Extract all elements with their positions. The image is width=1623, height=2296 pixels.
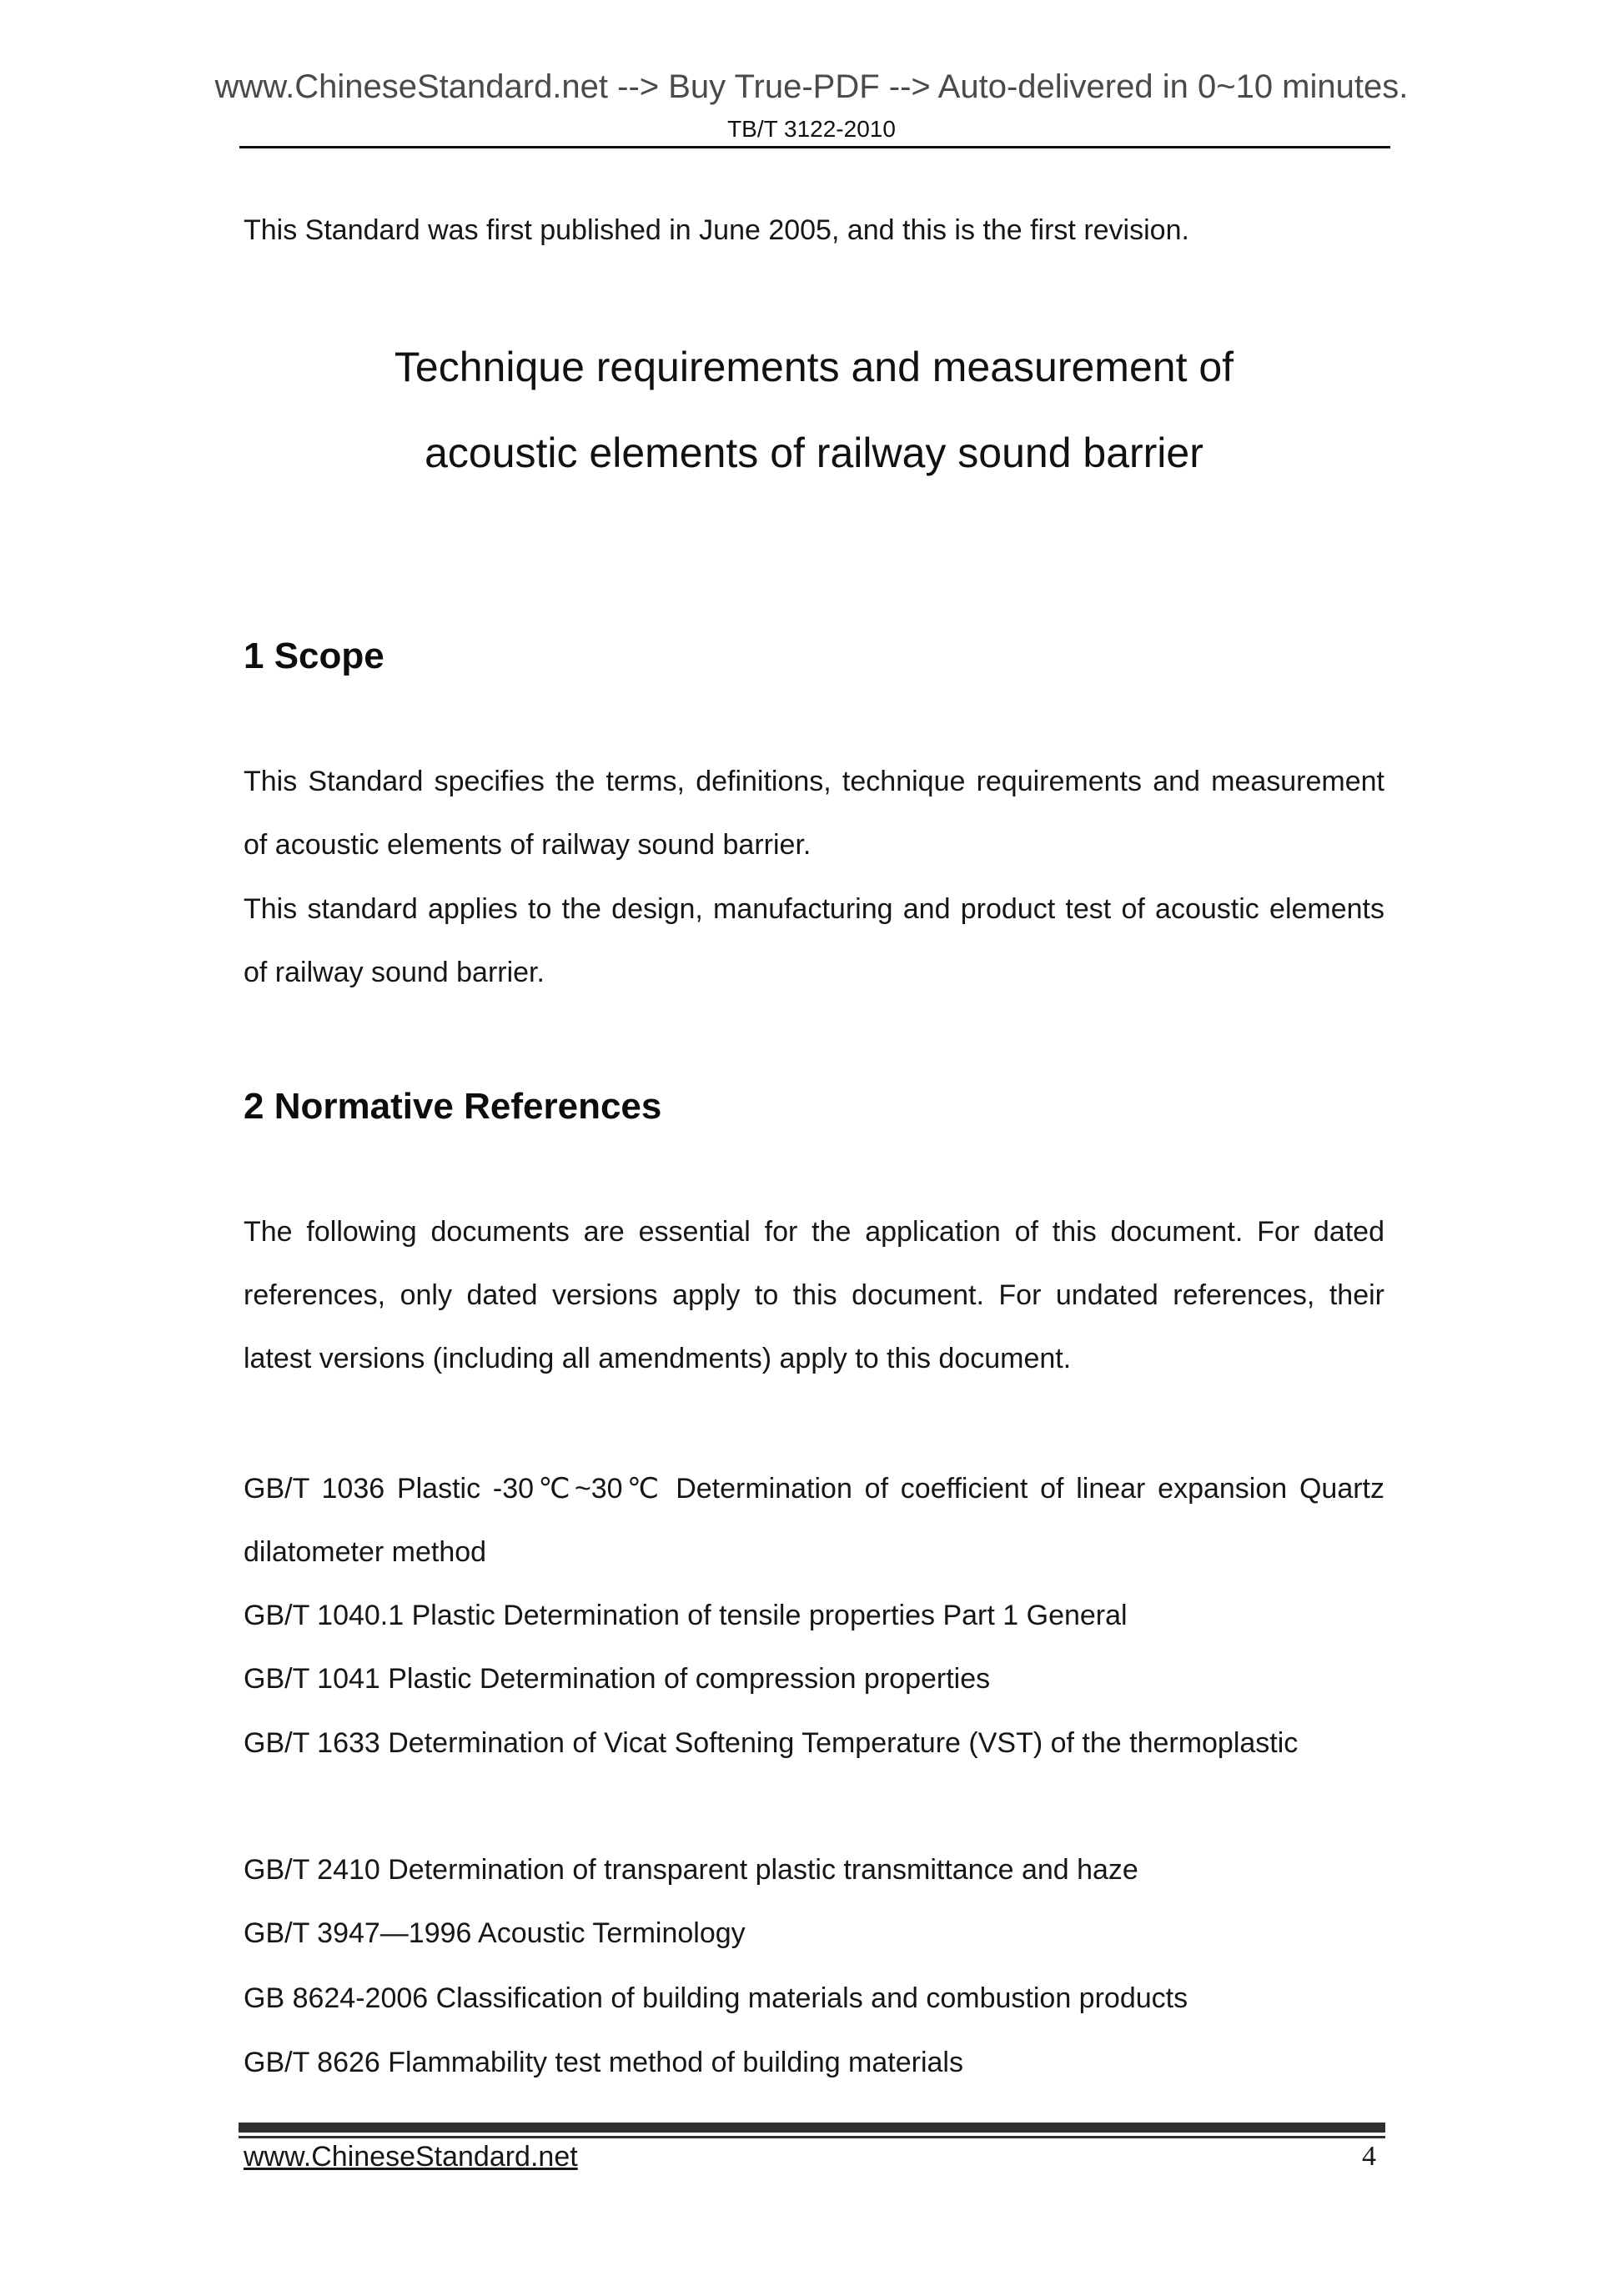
document-code: TB/T 3122-2010 [727, 116, 896, 142]
footer-site-link[interactable]: www.ChineseStandard.net [244, 2141, 578, 2173]
page-number: 4 [1362, 2141, 1376, 2172]
reference-item: GB/T 8626 Flammability test method of building materials [244, 2047, 963, 2078]
header-promo-text: www.ChineseStandard.net --> Buy True-PDF --> Auto-delivered in 0~10 minutes. [214, 68, 1409, 105]
reference-item: GB/T 1633 Determination of Vicat Softening Temperature (VST) of the thermoplastic [244, 1727, 1299, 1759]
section-heading-scope: 1 Scope [244, 636, 384, 676]
document-title-line1: Technique requirements and measurement of [394, 344, 1234, 390]
header-rule-divider [239, 146, 1390, 148]
footer-thin-rule-divider [239, 2136, 1385, 2138]
reference-item: GB 8624-2006 Classification of building materials and combustion products [244, 1982, 1188, 2014]
reference-item: GB/T 1040.1 Plastic Determination of tensile properties Part 1 General [244, 1600, 1128, 1631]
reference-item: GB/T 1041 Plastic Determination of compression properties [244, 1663, 991, 1695]
document-title [244, 324, 1384, 496]
reference-item: GB/T 3947—1996 Acoustic Terminology [244, 1917, 746, 1949]
footer-bar-divider [239, 2123, 1385, 2133]
reference-item: GB/T 2410 Determination of transparent plastic transmittance and haze [244, 1854, 1138, 1886]
reference-item: GB/T 1036 Plastic -30℃~30℃ Determination of coefficient of linear expansion Quartz dilatometer method [244, 1473, 1384, 1568]
scope-paragraph-2: This standard applies to the design, manufacturing and product test of acoustic elements of railway sound barrier. [244, 893, 1384, 988]
normative-references-intro: The following documents are essential for the application of this document. For dated references, only dated versions apply to this document. For undated references, their latest versions (including all amendments) apply to this document. [244, 1216, 1384, 1374]
document-title-line2: acoustic elements of railway sound barrier [425, 430, 1203, 476]
scope-paragraph-1: This Standard specifies the terms, definitions, technique requirements and measurement of acoustic elements of railway sound barrier. [244, 766, 1384, 861]
revision-note: This Standard was first published in June 2005, and this is the first revision. [244, 214, 1189, 246]
section-heading-normative-references: 2 Normative References [244, 1086, 662, 1127]
